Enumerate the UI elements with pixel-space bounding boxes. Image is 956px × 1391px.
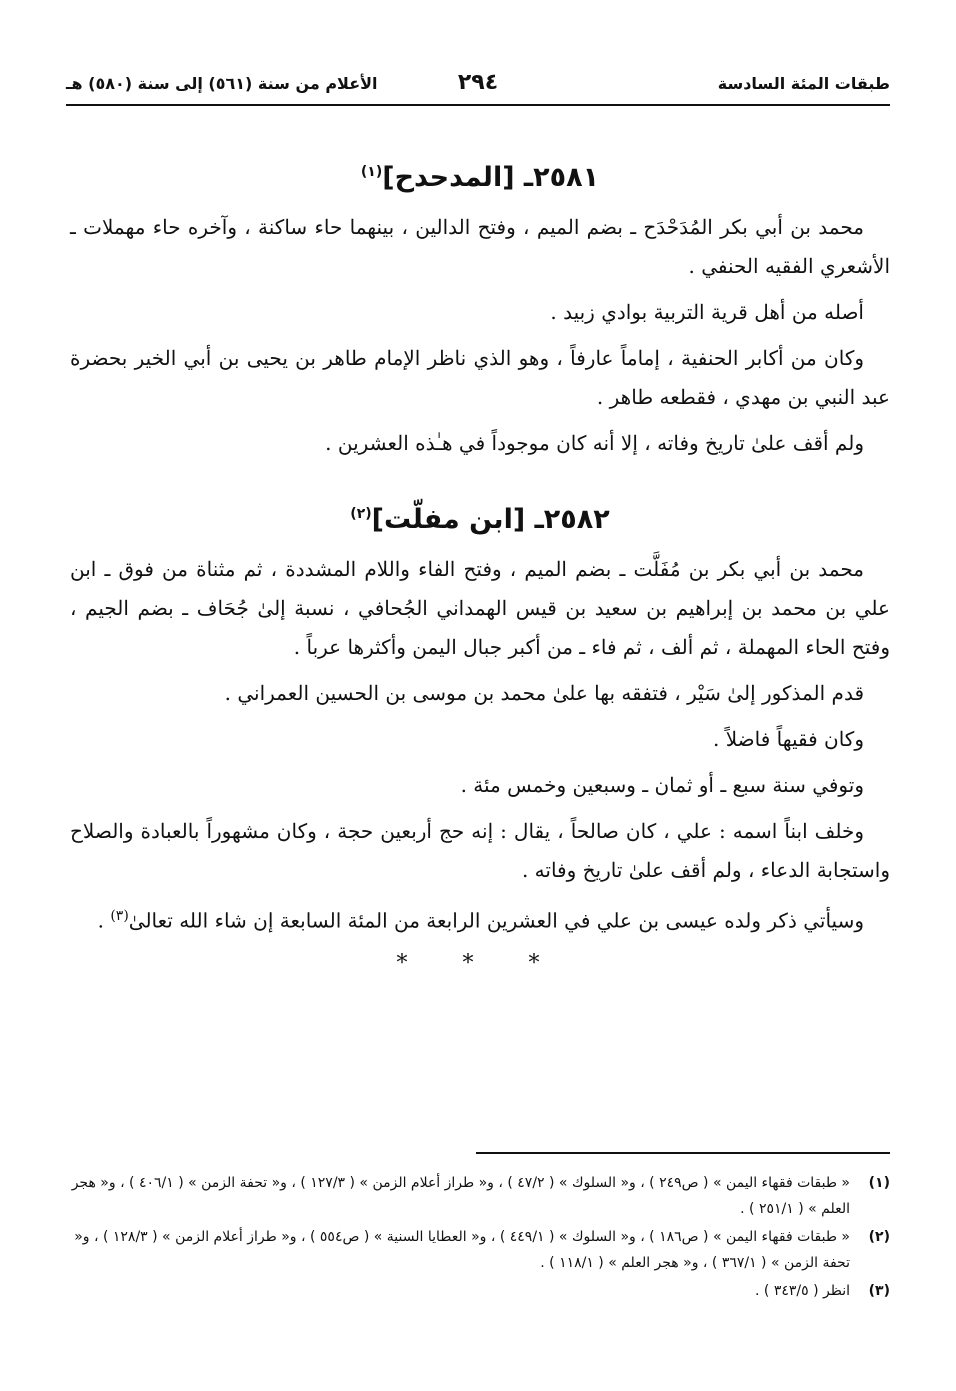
footnote-ref[interactable]: (١) <box>360 164 383 180</box>
footnote-divider <box>476 1152 890 1154</box>
paragraph: وكان فقيهاً فاضلاً . <box>713 727 864 751</box>
paragraph: محمد بن أبي بكر بن مُفَلَّت ـ بضم الميم ، وفتح الفاء واللام المشددة ، ثم مثناة من فوق ـ ابن علي بن محمد بن إبراهيم بن سعيد بن قيس الهمداني الجُحافي ، نسبة إلىٰ جُحَاف ـ بضم الجيم ، وفتح الحاء المهملة ، ثم ألف ، ثم فاء ـ من أكبر جبال اليمن وأكثرها عرباً . <box>70 557 890 659</box>
footnote-text: انظر ( ٣٤٣/٥ ) . <box>755 1283 850 1299</box>
page-number: ٢٩٤ <box>457 70 499 95</box>
footnote <box>66 1170 890 1222</box>
paragraph: وخلف ابناً اسمه : علي ، كان صالحاً ، يقال : إنه حج أربعين حجة ، وكان مشهوراً بالعبادة والصلاح واستجابة الدعاء ، ولم أقف علىٰ تاريخ وفاته . <box>70 819 890 882</box>
paragraph: وكان من أكابر الحنفية ، إماماً عارفاً ، وهو الذي ناظر الإمام طاهر بن يحيى بن أبي الخير بحضرة عبد النبي بن مهدي ، فقطعه طاهر . <box>70 346 890 409</box>
footnotes <box>66 1170 890 1306</box>
footnote-number: (٢) <box>868 1229 890 1245</box>
paragraph: أصله من أهل قرية التربية بوادي زبيد . <box>550 300 864 324</box>
paragraph <box>70 897 890 941</box>
footnote-number: (١) <box>868 1175 890 1191</box>
running-header <box>66 70 890 106</box>
footnote-text: « طبقات فقهاء اليمن » ( ص٢٤٩ ) ، و« السلوك » ( ٤٧/٢ ) ، و« طراز أعلام الزمن » ( ١٢٧/٣ ) ، و« تحفة الزمن » ( ٤٠٦/١ ) ، و« هجر العلم » ( ٢٥١/١ ) . <box>71 1175 850 1217</box>
entry-title-text: ٢٥٨١ـ [المدحدح] <box>382 162 600 193</box>
entry-title <box>70 492 890 542</box>
paragraph: محمد بن أبي بكر المُدَحْدَح ـ بضم الميم ، وفتح الدالين ، بينهما حاء ساكنة ، وآخره حاء مهملات ـ الأشعري الفقيه الحنفي . <box>70 215 890 278</box>
entry-spacer <box>70 470 890 492</box>
footnote <box>66 1224 890 1276</box>
footnote-ref[interactable]: (٢) <box>350 506 372 522</box>
header-range-title: الأعلام من سنة (٥٦١) إلى سنة (٥٨٠) هـ <box>66 74 378 93</box>
entry-title <box>70 150 890 200</box>
header-section-title: طبقات المئة السادسة <box>717 74 890 93</box>
paragraph: وتوفي سنة سبع ـ أو ثمان ـ وسبعين وخمس مئة . <box>460 773 864 797</box>
entry-title-text: ٢٥٨٢ـ [ابن مفلّت] <box>371 504 610 535</box>
footnote <box>66 1278 890 1304</box>
main-text <box>70 150 890 976</box>
footnote-text: « طبقات فقهاء اليمن » ( ص١٨٦ ) ، و« السلوك » ( ٤٤٩/١ ) ، و« العطايا السنية » ( ص٥٥٤ ) ، و« طراز أعلام الزمن » ( ١٢٨/٣ ) ، و« تحفة الزمن » ( ٣٦٧/١ ) ، و« هجر العلم » ( ١١٨/١ ) . <box>74 1229 850 1271</box>
paragraph-text: وسيأتي ذكر ولده عيسى بن علي في العشرين الرابعة من المئة السابعة إن شاء الله تعالىٰ <box>128 908 864 933</box>
paragraph-end: . <box>97 908 111 933</box>
footnote-ref[interactable]: (٣) <box>110 908 129 924</box>
footnote-number: (٣) <box>868 1283 890 1299</box>
paragraph: قدم المذكور إلىٰ سَيْر ، فتفقه بها علىٰ محمد بن موسى بن الحسين العمراني . <box>224 681 864 705</box>
section-separator: * * * <box>396 950 564 976</box>
paragraph: ولم أقف علىٰ تاريخ وفاته ، إلا أنه كان موجوداً في هـٰذه العشرين . <box>325 431 864 455</box>
